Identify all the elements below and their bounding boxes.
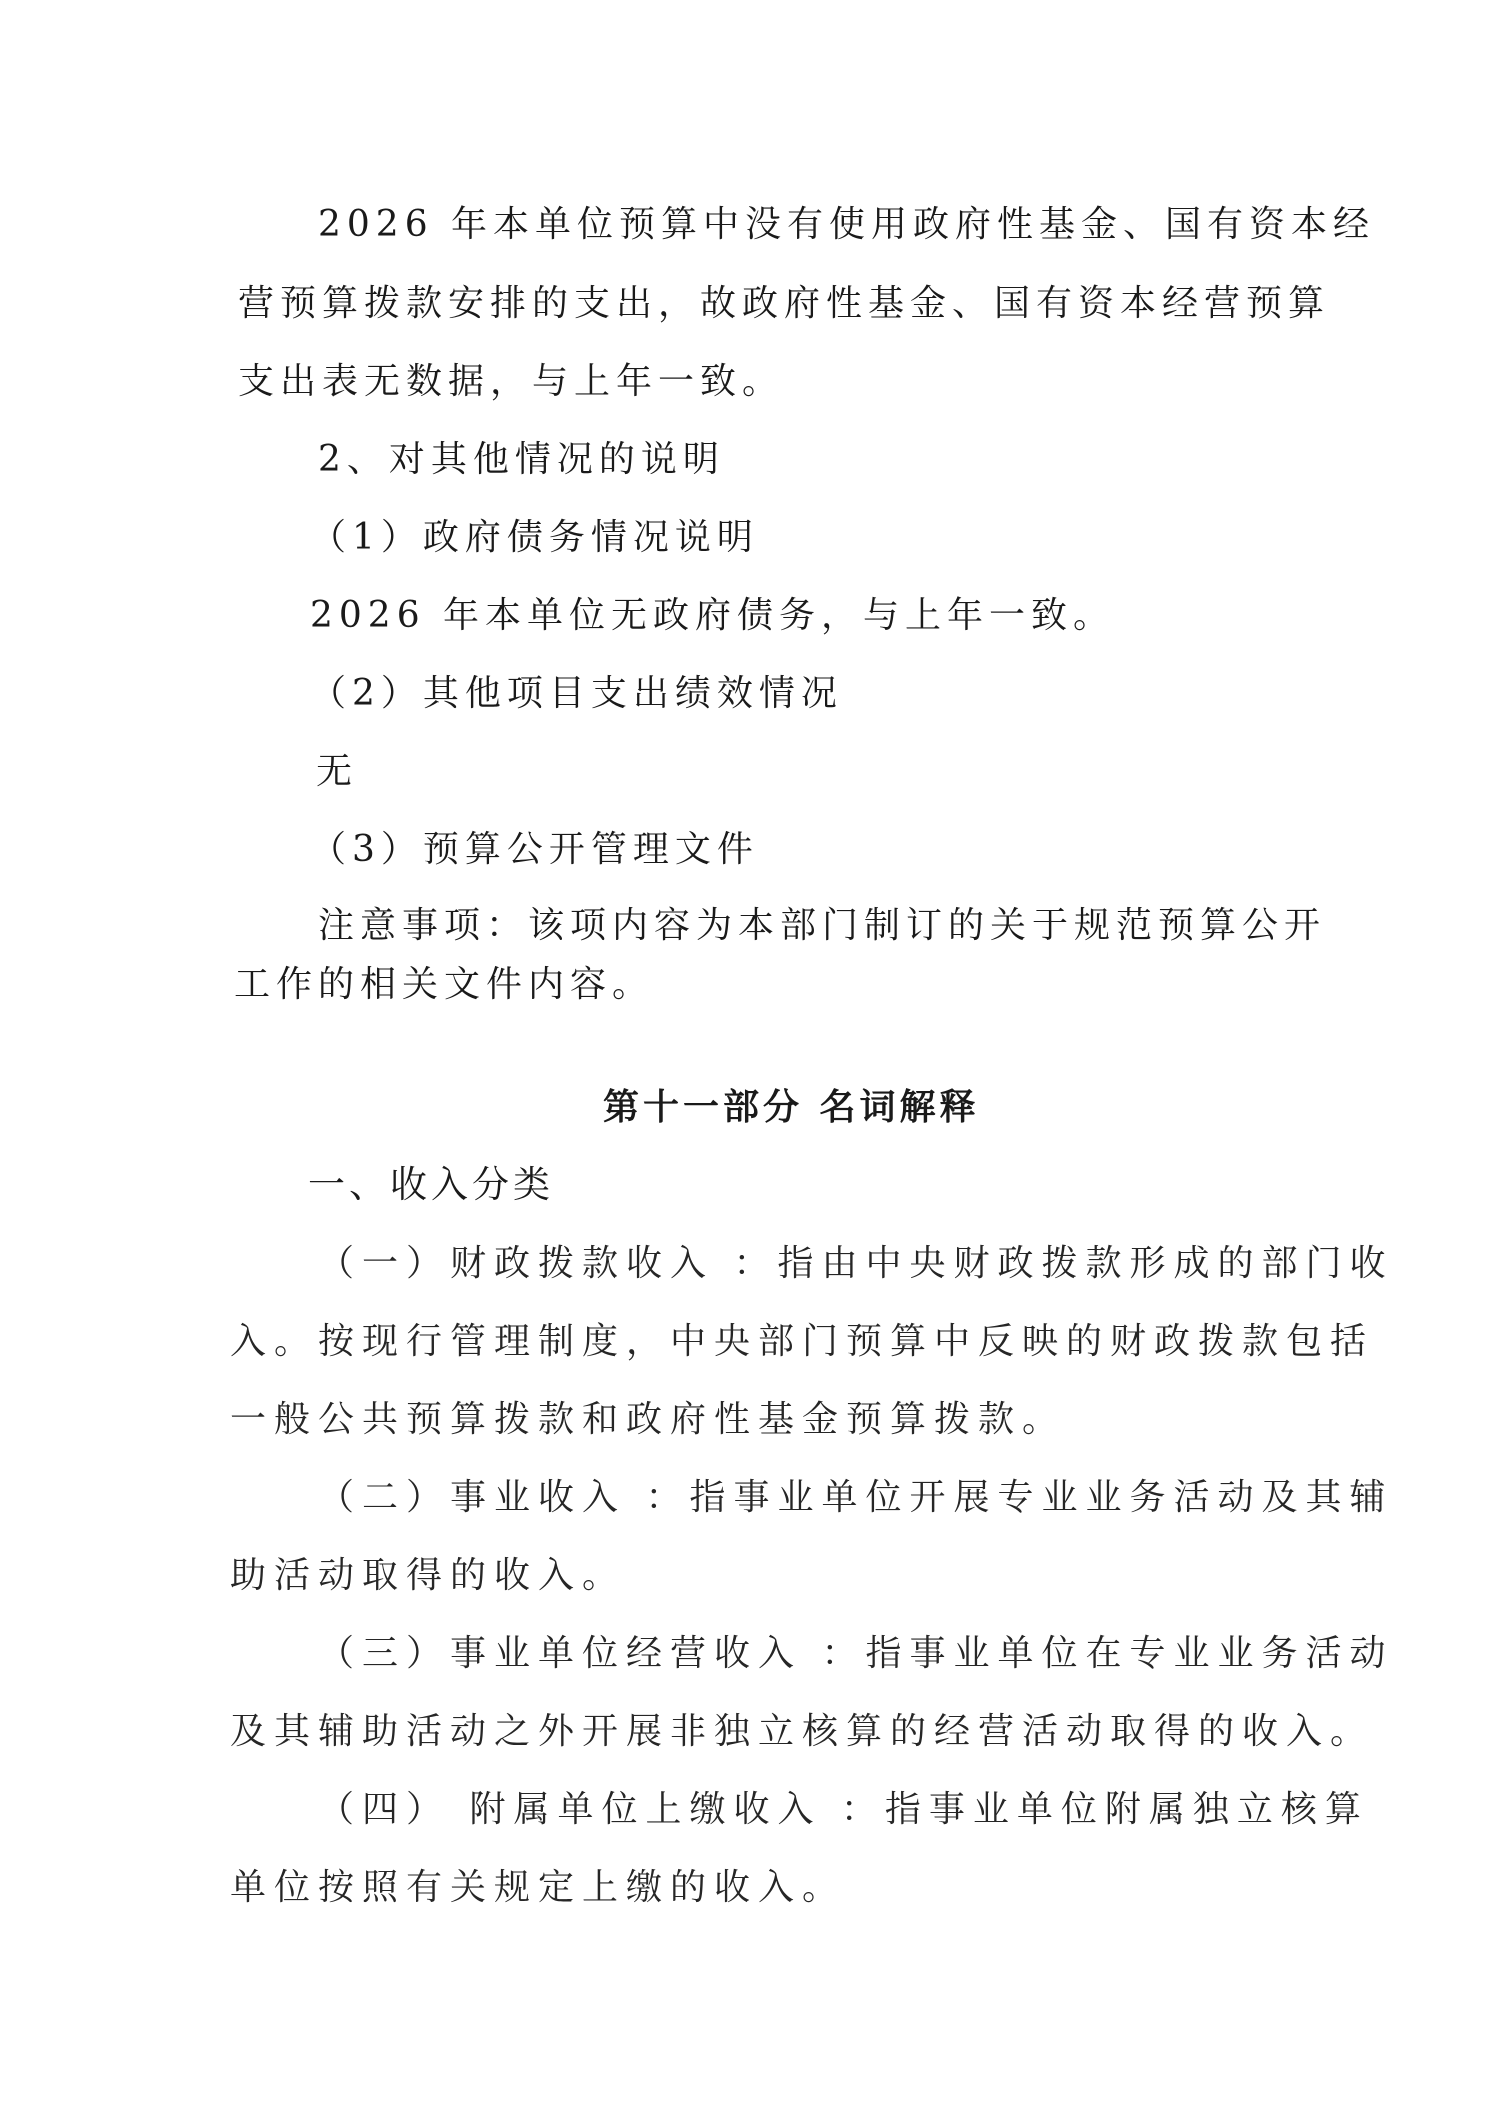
text-line: 支出表无数据，与上年一致。	[238, 361, 785, 402]
text-line: （3）预算公开管理文件	[310, 829, 759, 870]
definition-line: （一）财政拨款收入 ：指由中央财政拨款形成的部门收	[318, 1243, 1394, 1284]
text-line: 营预算拨款安排的支出，故政府性基金、国有资本经营预算	[238, 283, 1331, 324]
text-line: 2026 年本单位预算中没有使用政府性基金、国有资本经	[318, 204, 1376, 245]
text-line: （1）政府债务情况说明	[310, 517, 759, 558]
definition-line: （二）事业收入 ：指事业单位开展专业业务活动及其辅	[318, 1477, 1394, 1518]
definition-line: 入。按现行管理制度，中央部门预算中反映的财政拨款包括	[230, 1321, 1375, 1362]
text-line: 工作的相关文件内容。	[234, 964, 655, 1005]
part-title: 第十一部分 名词解释	[603, 1086, 980, 1128]
definition-line: 单位按照有关规定上缴的收入。	[230, 1867, 847, 1908]
definition-line: 及其辅助活动之外开展非独立核算的经营活动取得的收入。	[230, 1711, 1375, 1752]
text-line: 2026 年本单位无政府债务，与上年一致。	[310, 595, 1116, 636]
text-line: （2）其他项目支出绩效情况	[310, 673, 843, 714]
text-line: 无	[316, 751, 359, 792]
definition-line: （四） 附属单位上缴收入 ：指事业单位附属独立核算	[318, 1789, 1369, 1830]
definition-line: 一般公共预算拨款和政府性基金预算拨款。	[230, 1399, 1067, 1440]
definition-line: 助活动取得的收入。	[230, 1555, 627, 1596]
section-heading: 一、收入分类	[308, 1163, 554, 1206]
text-line: 注意事项：该项内容为本部门制订的关于规范预算公开	[318, 905, 1327, 946]
definition-line: （三）事业单位经营收入 ：指事业单位在专业业务活动	[318, 1633, 1394, 1674]
text-line: 2、对其他情况的说明	[318, 439, 725, 480]
